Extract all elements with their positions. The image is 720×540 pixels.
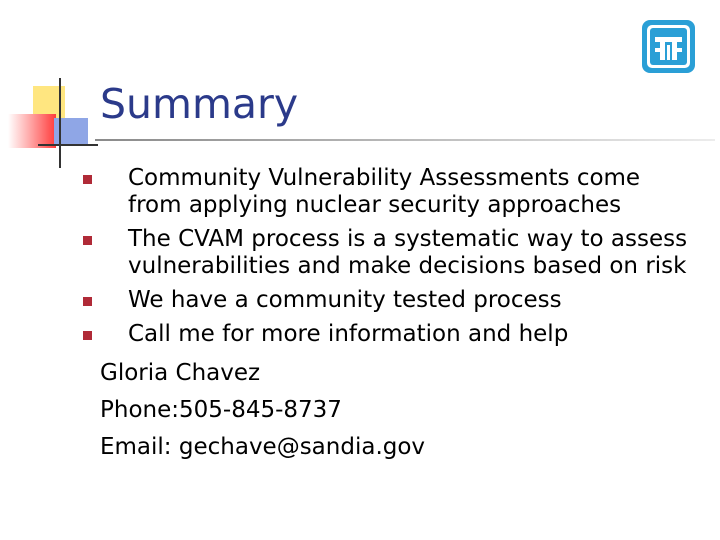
sandia-logo-icon — [641, 19, 696, 74]
bullet-text: We have a community tested process — [128, 287, 562, 313]
slide-body — [100, 165, 700, 466]
square-bullet-icon — [83, 331, 92, 340]
bullet-list — [100, 165, 700, 348]
contact-name: Gloria Chavez — [100, 360, 261, 386]
square-bullet-icon — [83, 297, 92, 306]
contact-phone: Phone:505-845-8737 — [100, 397, 342, 423]
title-decoration — [0, 70, 110, 170]
contact-email: Email: gechave@sandia.gov — [100, 434, 426, 460]
bullet-text: Community Vulnerability Assessments come from applying nuclear security approaches — [128, 165, 641, 218]
square-bullet-icon — [83, 175, 92, 184]
bullet-text: Call me for more information and help — [128, 321, 569, 347]
bullet-item — [100, 165, 700, 219]
title-underline — [95, 139, 715, 141]
slide-title: Summary — [100, 80, 299, 128]
square-bullet-icon — [83, 236, 92, 245]
bullet-text: The CVAM process is a systematic way to assess vulnerabilities and make decisions based on risk — [128, 226, 688, 279]
deco-horizontal-line — [38, 144, 98, 146]
deco-vertical-line — [59, 78, 61, 168]
bullet-item — [100, 321, 700, 348]
bullet-item — [100, 287, 700, 314]
bullet-item — [100, 226, 700, 280]
deco-red-gradient-block — [8, 114, 56, 148]
